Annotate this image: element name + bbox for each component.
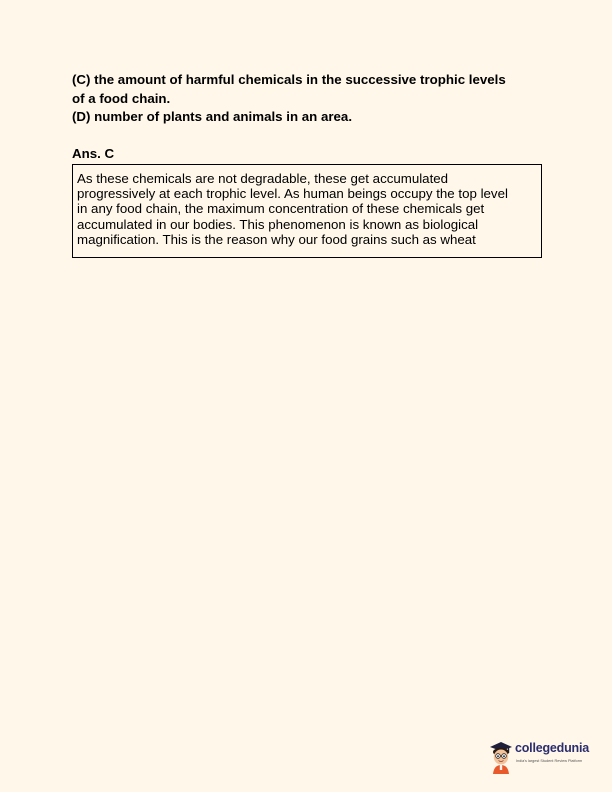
question-options	[72, 71, 552, 127]
explanation-line: in any food chain, the maximum concentration of these chemicals get	[77, 201, 485, 217]
mascot-icon	[488, 740, 514, 774]
explanation-line: accumulated in our bodies. This phenomenon is known as biological	[77, 216, 479, 232]
logo-wordmark: collegedunia	[515, 741, 590, 755]
option-c-line-2: of a food chain.	[72, 90, 171, 106]
logo-tagline: India's largest Student Review Platform	[516, 759, 583, 763]
collegedunia-logo	[488, 738, 600, 778]
explanation-line: magnification. This is the reason why our food grains such as wheat	[77, 231, 476, 247]
answer-label: Ans. C	[72, 146, 115, 161]
option-d: (D) number of plants and animals in an area.	[72, 109, 353, 124]
option-c-line-1: (C) the amount of harmful chemicals in the successive trophic levels	[72, 72, 506, 87]
explanation-line: As these chemicals are not degradable, these get accumulated	[77, 171, 449, 186]
explanation-line: progressively at each trophic level. As human beings occupy the top level	[77, 186, 508, 202]
answer-explanation-box	[72, 164, 542, 258]
